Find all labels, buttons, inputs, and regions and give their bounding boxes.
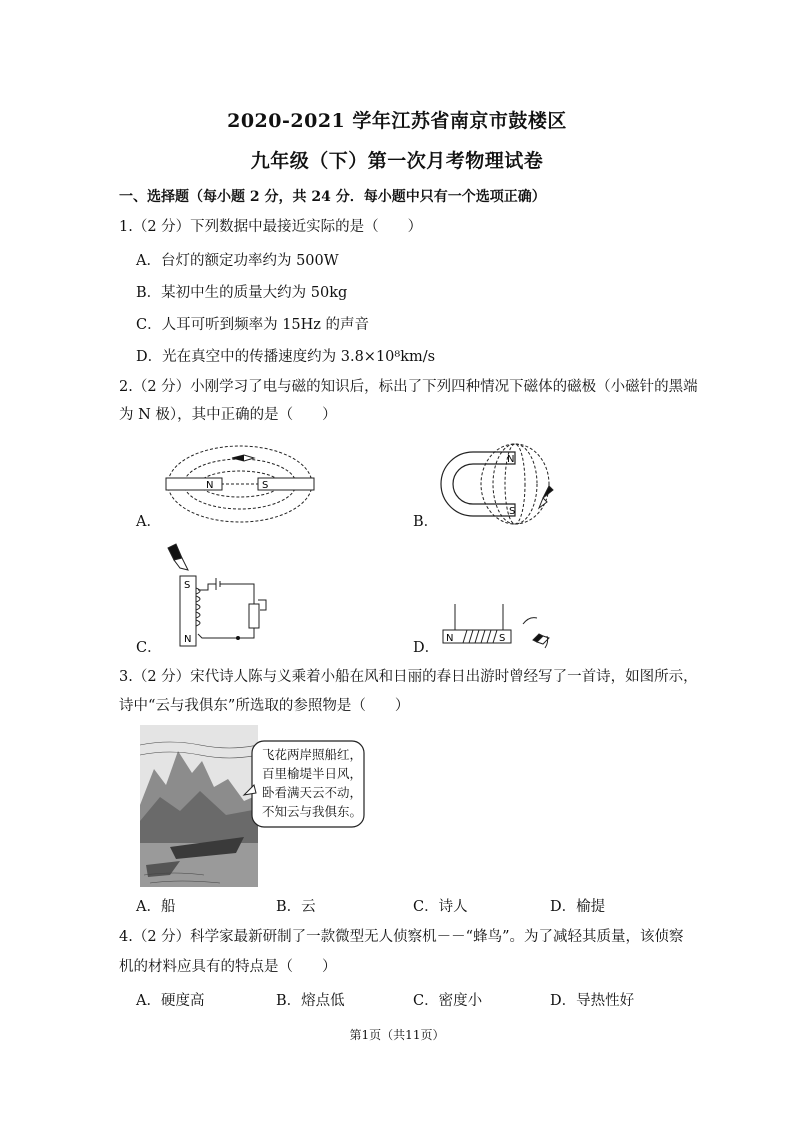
page-title-line1: 2020-2021 学年江苏省南京市鼓楼区 [227,110,567,132]
q2c-pole-s: S [184,580,191,591]
q2d-pole-s: S [499,633,506,644]
q4-option-c: C．密度小 [413,993,483,1009]
q1-option-d: D．光在真空中的传播速度约为 3.8×10⁸km/s [136,349,436,365]
q2-diagram-a [160,440,320,530]
section-heading: 一、选择题（每小题 2 分，共 24 分．每小题中只有一个选项正确） [119,189,546,205]
question-4-stem-line1: 4.（2 分）科学家最新研制了一款微型无人侦察机－－“蜂鸟”。为了减轻其质量，该侦察 [119,929,684,945]
q2-label-b: B． [413,514,439,530]
q2-label-a: A． [136,514,161,530]
q3-poem-line1: 飞花两岸照船红， [262,747,363,762]
question-2-stem-line2: 为 N 极），其中正确的是（ ） [119,407,337,423]
q3-option-d: D．榆提 [550,899,606,915]
q2-label-c: C． [136,640,162,656]
q2-diagram-d [435,596,560,652]
q1-option-b: B．某初中生的质量大约为 50kg [136,285,348,301]
q3-option-a: A．船 [136,899,176,915]
question-3-stem-line1: 3.（2 分）宋代诗人陈与义乘着小船在风和日丽的春日出游时曾经写了一首诗，如图所示， [119,669,698,685]
q3-option-c: C．诗人 [413,899,468,915]
q2-label-d: D． [413,640,440,656]
q4-option-d: D．导热性好 [550,993,635,1009]
q2b-pole-n: N [507,454,515,465]
q2-diagram-b [435,438,565,528]
q1-option-c: C．人耳可听到频率为 15Hz 的声音 [136,317,370,333]
question-2-stem-line1: 2.（2 分）小刚学习了电与磁的知识后，标出了下列四种情况下磁体的磁极（小磁针的黑端 [119,379,698,395]
q4-option-b: B．熔点低 [276,993,345,1009]
q2a-pole-n: N [206,480,214,491]
q3-poem-line3: 卧看满天云不动， [262,785,363,800]
q2c-compass-needle-icon [168,544,182,560]
q3-option-b: B．云 [276,899,316,915]
q2a-pole-s: S [262,480,269,491]
question-4-stem-line2: 机的材料应具有的特点是（ ） [119,959,337,975]
q3-poem-line4: 不知云与我俱东。 [262,804,363,819]
q2b-compass-needle-icon [543,486,553,498]
page-title-line2: 九年级（下）第一次月考物理试卷 [250,150,544,172]
page-number: 第1页（共11页） [349,1028,445,1042]
q4-option-a: A．硬度高 [136,993,205,1009]
question-1-stem: 1.（2 分）下列数据中最接近实际的是（ ） [119,219,423,235]
q2c-pole-n: N [184,634,192,645]
q2b-pole-s: S [509,506,516,517]
q2-diagram-c [158,540,278,650]
q2a-compass-needle-icon [232,455,244,461]
q1-option-a: A．台灯的额定功率约为 500W [136,253,339,269]
q3-poem-line2: 百里榆堤半日风， [262,766,363,781]
q2d-pole-n: N [446,633,454,644]
question-3-stem-line2: 诗中“云与我俱东”所选取的参照物是（ ） [119,698,410,714]
